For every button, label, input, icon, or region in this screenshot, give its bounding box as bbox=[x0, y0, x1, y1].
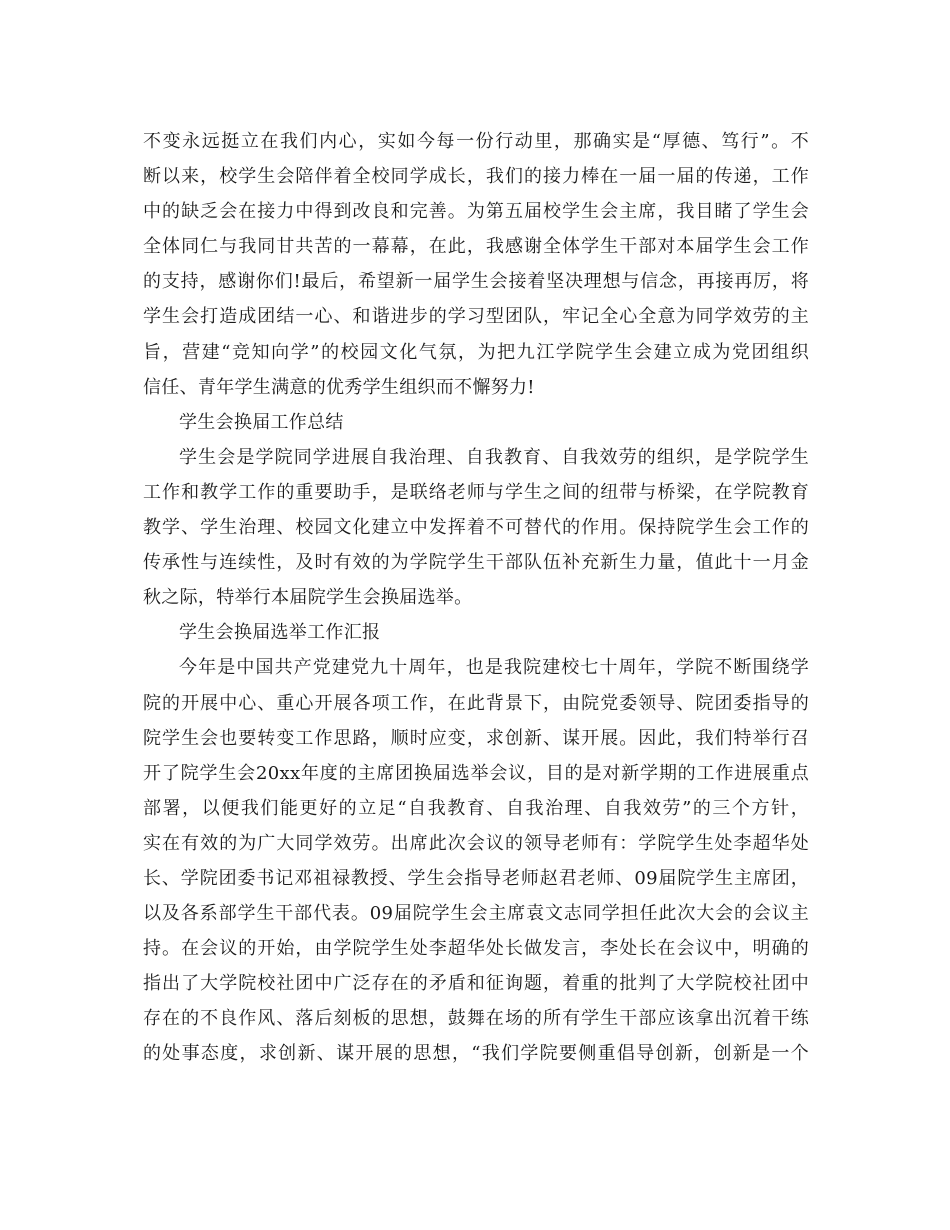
paragraph-line: 全体同仁与我同甘共苦的一幕幕，在此，我感谢全体学生干部对本届学生会工作 bbox=[143, 236, 809, 258]
paragraph-line: 教学、学生治理、校园文化建立中发挥着不可替代的作用。保持院学生会工作的 bbox=[143, 517, 809, 539]
paragraph-line: 的处事态度，求创新、谋开展的思想，“我们学院要侧重倡导创新，创新是一个 bbox=[143, 1043, 809, 1065]
paragraph-line: 传承性与连续性，及时有效的为学院学生干部队伍补充新生力量，值此十一月金 bbox=[143, 552, 809, 574]
paragraph-line: 断以来，校学生会陪伴着全校同学成长，我们的接力棒在一届一届的传递，工作 bbox=[143, 166, 809, 188]
document-body bbox=[143, 124, 809, 1072]
paragraph-line: 实在有效的为广大同学效劳。出席此次会议的领导老师有：学院学生处李超华处 bbox=[143, 832, 809, 854]
paragraph-line: 工作和教学工作的重要助手，是联络老师与学生之间的纽带与桥梁，在学院教育 bbox=[143, 481, 809, 503]
paragraph-line: 旨，营建“竞知向学”的校园文化气氛，为把九江学院学生会建立成为党团组织 bbox=[143, 341, 809, 363]
section-heading: 学生会换届工作总结 bbox=[179, 411, 344, 433]
paragraph-line: 开了院学生会20xx年度的主席团换届选举会议，目的是对新学期的工作进展重点 bbox=[143, 762, 809, 784]
paragraph-line: 秋之际，特举行本届院学生会换届选举。 bbox=[143, 587, 473, 609]
paragraph-line: 持。在会议的开始，由学院学生处李超华处长做发言，李处长在会议中，明确的 bbox=[143, 938, 809, 960]
paragraph-line: 院的开展中心、重心开展各项工作，在此背景下，由院党委领导、院团委指导的 bbox=[143, 692, 809, 714]
paragraph-line: 指出了大学院校社团中广泛存在的矛盾和征询题，着重的批判了大学院校社团中 bbox=[143, 973, 809, 995]
paragraph-line: 长、学院团委书记邓祖禄教授、学生会指导老师赵君老师、09届院学生主席团， bbox=[143, 867, 809, 889]
paragraph-line: 今年是中国共产党建党九十周年，也是我院建校七十周年，学院不断围绕学 bbox=[179, 657, 809, 679]
paragraph-line: 部署，以便我们能更好的立足“自我教育、自我治理、自我效劳”的三个方针， bbox=[143, 797, 809, 819]
paragraph-line: 不变永远挺立在我们内心，实如今每一份行动里，那确实是“厚德、笃行”。不 bbox=[143, 131, 809, 152]
paragraph-line: 的支持，感谢你们!最后，希望新一届学生会接着坚决理想与信念，再接再厉，将 bbox=[143, 271, 809, 293]
paragraph-line: 学生会打造成团结一心、和谐进步的学习型团队，牢记全心全意为同学效劳的主 bbox=[143, 306, 809, 328]
paragraph-line: 信任、青年学生满意的优秀学生组织而不懈努力! bbox=[143, 376, 535, 398]
paragraph-line: 中的缺乏会在接力中得到改良和完善。为第五届校学生会主席，我目睹了学生会 bbox=[143, 201, 809, 223]
paragraph-line: 学生会是学院同学进展自我治理、自我教育、自我效劳的组织，是学院学生 bbox=[179, 446, 809, 468]
paragraph-line: 存在的不良作风、落后刻板的思想，鼓舞在场的所有学生干部应该拿出沉着干练 bbox=[143, 1008, 809, 1030]
paragraph-line: 院学生会也要转变工作思路，顺时应变，求创新、谋开展。因此，我们特举行召 bbox=[143, 727, 809, 749]
paragraph-line: 以及各系部学生干部代表。09届院学生会主席袁文志同学担任此次大会的会议主 bbox=[143, 903, 809, 925]
section-heading: 学生会换届选举工作汇报 bbox=[179, 622, 381, 644]
